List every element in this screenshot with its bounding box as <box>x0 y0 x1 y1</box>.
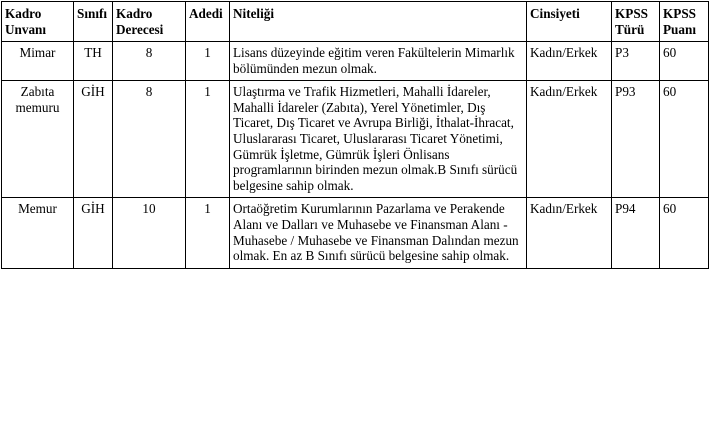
cell-kpss-puani: 60 <box>660 42 709 81</box>
cell-kadro-unvani: Memur <box>2 198 74 268</box>
cell-cinsiyeti: Kadın/Erkek <box>527 42 612 81</box>
cell-adedi: 1 <box>186 42 230 81</box>
column-header-kadro-unvani: Kadro Unvanı <box>2 2 74 42</box>
document-page <box>0 1 709 444</box>
cell-cinsiyeti: Kadın/Erkek <box>527 81 612 198</box>
table-header <box>2 2 709 42</box>
column-header-kadro-derecesi: Kadro Derecesi <box>113 2 186 42</box>
table-row <box>2 198 709 268</box>
column-header-adedi: Adedi <box>186 2 230 42</box>
cell-adedi: 1 <box>186 198 230 268</box>
cell-sinifi: TH <box>74 42 113 81</box>
cell-kadro-derecesi: 8 <box>113 42 186 81</box>
cell-kpss-puani: 60 <box>660 198 709 268</box>
column-header-cinsiyeti: Cinsiyeti <box>527 2 612 42</box>
column-header-niteligi: Niteliği <box>230 2 527 42</box>
table-row <box>2 42 709 81</box>
cell-kadro-derecesi: 10 <box>113 198 186 268</box>
cell-kadro-unvani: Zabıta memuru <box>2 81 74 198</box>
cell-cinsiyeti: Kadın/Erkek <box>527 198 612 268</box>
column-header-sinifi: Sınıfı <box>74 2 113 42</box>
cell-sinifi: GİH <box>74 81 113 198</box>
cell-niteligi: Lisans düzeyinde eğitim veren Fakültelerin Mimarlık bölümünden mezun olmak. <box>230 42 527 81</box>
cell-kpss-puani: 60 <box>660 81 709 198</box>
table-body <box>2 42 709 269</box>
cell-kadro-unvani: Mimar <box>2 42 74 81</box>
table-row <box>2 81 709 198</box>
table-header-row <box>2 2 709 42</box>
cell-niteligi: Ulaştırma ve Trafik Hizmetleri, Mahalli İdareler, Mahalli İdareler (Zabıta), Yerel Yönetimler, Dış Ticaret, Dış Ticaret ve Avrupa Birliği, İthalat-İhracat, Uluslararası Ticaret, Uluslararası Ticaret Yönetimi, Gümrük İşletme, Gümrük İşleri Önlisans programlarının birinden mezun olmak.B Sınıfı sürücü belgesine sahip olmak. <box>230 81 527 198</box>
column-header-kpss-puani: KPSS Puanı <box>660 2 709 42</box>
cell-kadro-derecesi: 8 <box>113 81 186 198</box>
kadro-table <box>1 1 709 269</box>
cell-sinifi: GİH <box>74 198 113 268</box>
cell-niteligi: Ortaöğretim Kurumlarının Pazarlama ve Perakende Alanı ve Dalları ve Muhasebe ve Finansman Alanı - Muhasebe / Muhasebe ve Finansman Dalından mezun olmak. En az B Sınıfı sürücü belgesine sahip olmak. <box>230 198 527 268</box>
cell-kpss-turu: P93 <box>612 81 660 198</box>
cell-adedi: 1 <box>186 81 230 198</box>
cell-kpss-turu: P3 <box>612 42 660 81</box>
cell-kpss-turu: P94 <box>612 198 660 268</box>
column-header-kpss-turu: KPSS Türü <box>612 2 660 42</box>
